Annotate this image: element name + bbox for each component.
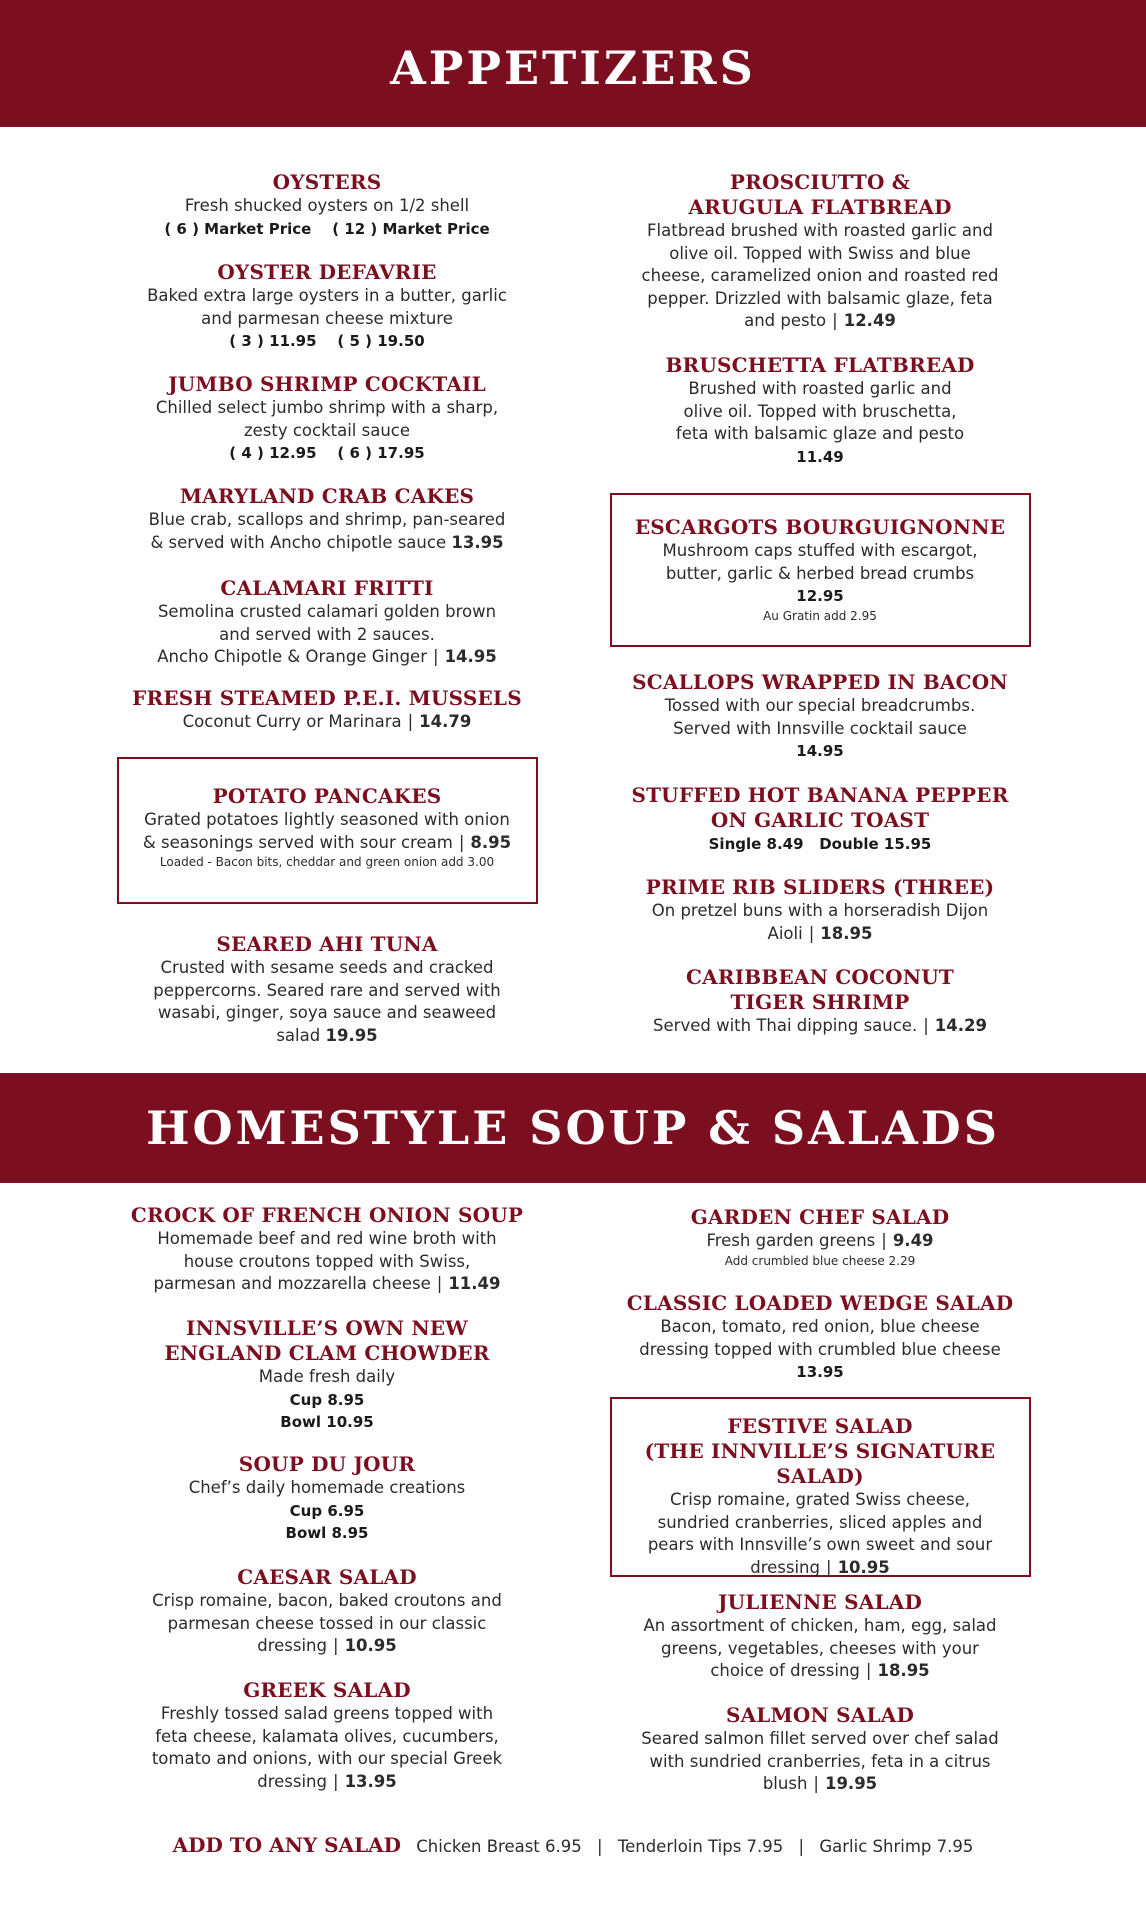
menu-item-title: ON GARLIC TOAST (710, 808, 930, 832)
menu-item-title: SCALLOPS WRAPPED IN BACON (632, 670, 1008, 694)
addon-option: Tenderloin Tips 7.95 (617, 1837, 784, 1856)
menu-item-price: 14.95 (796, 742, 844, 760)
menu-item (610, 353, 1030, 468)
menu-item (117, 1203, 537, 1296)
menu-item-price: 11.49 (448, 1274, 501, 1293)
description-text: wasabi, ginger, soya sauce and seaweed (157, 1003, 497, 1022)
menu-item (117, 576, 537, 669)
menu-item-title: CAESAR SALAD (237, 1565, 417, 1589)
menu-item-description: dressing | 10.95 (750, 1557, 890, 1577)
menu-item-price: 19.95 (325, 1025, 378, 1045)
menu-item-title: GARDEN CHEF SALAD (690, 1205, 950, 1229)
menu-item-price: 18.95 (820, 923, 873, 943)
menu-item-price: ( 6 ) Market Price ( 12 ) Market Price (164, 219, 490, 238)
soup-salads-heading: HOMESTYLE SOUP & SALADS (146, 1101, 1000, 1155)
description-text: blush (762, 1774, 808, 1793)
description-text: sundried cranberries, sliced apples and (657, 1512, 983, 1532)
menu-item (117, 1316, 537, 1434)
description-text: dressing topped with crumbled blue cheese (639, 1339, 1001, 1359)
description-text: zesty cocktail sauce (243, 420, 411, 440)
add-to-salad-label: ADD TO ANY SALAD (172, 1833, 401, 1857)
menu-item-title: GREEK SALAD (243, 1678, 411, 1702)
description-text: Crisp romaine, grated Swiss cheese, (669, 1490, 971, 1509)
description-text: pepper. Drizzled with balsamic glaze, feta (647, 288, 993, 308)
menu-item-title: POTATO PANCAKES (212, 784, 442, 808)
menu-item (610, 670, 1030, 763)
description-text: cheese, caramelized onion and roasted red (641, 266, 999, 285)
menu-item-title: SOUP DU JOUR (238, 1452, 416, 1476)
menu-item (610, 965, 1030, 1038)
menu-item-description (610, 1534, 1030, 1557)
menu-item-price: 10.95 (344, 1636, 397, 1655)
menu-item-price: ( 4 ) 12.95 ( 6 ) 17.95 (229, 444, 425, 462)
description-text: olive oil. Topped with Swiss and blue (669, 243, 971, 263)
description-text: and served with 2 sauces. (219, 624, 435, 644)
menu-item-price: 14.29 (934, 1016, 987, 1035)
menu-item-description: dressing | 13.95 (257, 1771, 397, 1791)
menu-item-description: dressing | 10.95 (257, 1636, 397, 1655)
description-text: Aioli (767, 923, 803, 943)
menu-item (610, 875, 1030, 945)
description-text: dressing (257, 1636, 327, 1655)
description-text: dressing (750, 1557, 820, 1577)
description-text: Bacon, tomato, red onion, blue cheese (660, 1317, 980, 1336)
menu-item-note: Au Gratin add 2.95 (763, 608, 877, 623)
description-text: butter, garlic & herbed bread crumbs (665, 563, 975, 583)
description-text: Seared salmon fillet served over chef salad (641, 1729, 999, 1748)
menu-item-description (610, 1638, 1030, 1661)
menu-item-description (117, 601, 537, 624)
menu-item-description (117, 509, 537, 532)
description-text: greens, vegetables, cheeses with your (661, 1638, 979, 1658)
menu-item-description (610, 1751, 1030, 1774)
description-text: Coconut Curry or Marinara (182, 712, 402, 731)
menu-item (610, 783, 1030, 856)
menu-item-description (117, 195, 537, 218)
description-text: dressing (257, 1771, 327, 1791)
addon-option: Garlic Shrimp 7.95 (819, 1837, 974, 1856)
menu-item-description (610, 1339, 1030, 1362)
description-text: and pesto (744, 311, 827, 330)
menu-item (117, 260, 537, 353)
menu-item-title: OYSTERS (272, 170, 382, 194)
menu-item (117, 1565, 537, 1658)
menu-item-description (610, 265, 1030, 288)
menu-item-description (610, 423, 1030, 446)
description-text: tomato and onions, with our special Greek (151, 1749, 503, 1768)
menu-item-description: Served with Thai dipping sauce. | 14.29 (653, 1016, 987, 1035)
menu-item-description (117, 1366, 537, 1389)
menu-item (117, 372, 537, 465)
menu-item-description (117, 308, 537, 331)
menu-item-description (117, 420, 537, 443)
description-text: salad (276, 1025, 321, 1045)
menu-item (610, 1414, 1030, 1579)
description-text: Ancho Chipotle & Orange Ginger (157, 647, 427, 666)
description-text: Chef’s daily homemade creations (188, 1478, 466, 1497)
menu-item-description (117, 1726, 537, 1749)
menu-item (610, 1205, 1030, 1270)
description-text: Flatbread brushed with roasted garlic and (647, 221, 993, 240)
menu-item (117, 1452, 537, 1545)
menu-item-price: 13.95 (344, 1771, 397, 1791)
description-text: & served with Ancho chipotle sauce (150, 532, 447, 552)
menu-item-price: Bowl 10.95 (280, 1413, 374, 1431)
menu-item-description (117, 1748, 537, 1771)
menu-item-description: choice of dressing | 18.95 (710, 1661, 930, 1680)
menu-item-price: Cup 6.95 (289, 1501, 365, 1520)
menu-item-title: SEARED AHI TUNA (216, 932, 438, 956)
menu-item-price: 13.95 (451, 532, 504, 552)
menu-item-title: ESCARGOTS BOURGUIGNONNE (634, 515, 1006, 539)
appetizers-banner (0, 0, 1146, 127)
menu-item-title: CLASSIC LOADED WEDGE SALAD (626, 1291, 1014, 1315)
menu-item-price: 18.95 (877, 1661, 930, 1680)
menu-item-description (117, 1228, 537, 1251)
menu-item-title: INNSVILLE’S OWN NEW (186, 1316, 468, 1340)
menu-item-price: Cup 8.95 (289, 1390, 365, 1409)
menu-item-title: BRUSCHETTA FLATBREAD (665, 353, 975, 377)
menu-item-title: SALMON SALAD (725, 1703, 915, 1727)
description-text: pears with Innsville’s own sweet and sour (647, 1535, 993, 1554)
menu-item-description: and pesto | 12.49 (744, 311, 896, 330)
menu-item-description (610, 1489, 1030, 1512)
menu-item-description (117, 957, 537, 980)
description-text: olive oil. Topped with bruschetta, (683, 401, 957, 421)
menu-item-title: PRIME RIB SLIDERS (THREE) (645, 875, 995, 899)
description-text: Crusted with sesame seeds and cracked (160, 958, 494, 977)
description-text: On pretzel buns with a horseradish Dijon (651, 901, 989, 920)
description-text: An assortment of chicken, ham, egg, salad (643, 1616, 997, 1635)
menu-item-description (117, 285, 537, 308)
menu-item-description (117, 1251, 537, 1274)
menu-item-description: Ancho Chipotle & Orange Ginger | 14.95 (157, 647, 497, 666)
menu-item-description (610, 540, 1030, 563)
menu-item-description (610, 695, 1030, 718)
menu-item-title: OYSTER DEFAVRIE (217, 260, 437, 284)
menu-item (117, 686, 537, 734)
menu-item-description (610, 220, 1030, 243)
menu-item-description: Coconut Curry or Marinara | 14.79 (182, 712, 472, 731)
menu-item-description (117, 1477, 537, 1500)
menu-item-title: CROCK OF FRENCH ONION SOUP (130, 1203, 524, 1227)
menu-item-note: Add crumbled blue cheese 2.29 (724, 1253, 916, 1268)
menu-item-note: Loaded - Bacon bits, cheddar and green onion add 3.00 (159, 855, 495, 869)
menu-item-price: Bowl 8.95 (285, 1524, 369, 1542)
menu-item-description (610, 900, 1030, 923)
addon-option: Chicken Breast 6.95 (416, 1837, 582, 1856)
menu-item (117, 784, 537, 871)
description-text: Served with Innsville cocktail sauce (673, 718, 967, 738)
menu-item-description (610, 1512, 1030, 1535)
menu-item-price: 8.95 (470, 832, 512, 852)
menu-item-price: 10.95 (837, 1557, 890, 1577)
menu-item-title: JULIENNE SALAD (717, 1590, 923, 1614)
menu-item-title: CALAMARI FRITTI (220, 576, 434, 600)
menu-item-description (117, 1025, 537, 1048)
appetizers-heading: APPETIZERS (390, 40, 756, 95)
menu-item-price: 13.95 (796, 1363, 844, 1381)
menu-item-description (610, 563, 1030, 586)
menu-item (117, 484, 537, 554)
menu-item-title: TIGER SHRIMP (730, 990, 910, 1014)
menu-item-price: 9.49 (892, 1231, 934, 1250)
menu-item-description: Aioli | 18.95 (767, 923, 873, 943)
description-text: Homemade beef and red wine broth with (157, 1229, 497, 1248)
description-text: Fresh shucked oysters on 1/2 shell (184, 196, 470, 215)
menu-item-price: 14.79 (419, 712, 472, 731)
description-text: Mushroom caps stuffed with escargot, (662, 541, 978, 560)
menu-item (117, 932, 537, 1047)
menu-item (610, 170, 1030, 333)
menu-item-description (117, 532, 537, 555)
menu-item-description (117, 624, 537, 647)
menu-item-description (117, 809, 537, 832)
description-text: and parmesan cheese mixture (201, 308, 453, 328)
menu-item-description (610, 1728, 1030, 1751)
menu-item-title: PROSCIUTTO & (729, 170, 911, 194)
description-text: Blue crab, scallops and shrimp, pan-seared (148, 510, 506, 529)
menu-item-description (610, 288, 1030, 311)
description-text: Made fresh daily (258, 1367, 396, 1386)
menu-item-description (117, 980, 537, 1003)
menu-item-price: 19.95 (824, 1774, 878, 1793)
description-text: & seasonings served with sour cream (142, 832, 453, 852)
menu-item-description (610, 378, 1030, 401)
description-text: house croutons topped with Swiss, (183, 1251, 471, 1271)
menu-item-price: Single 8.49 Double 15.95 (708, 835, 932, 853)
soup-salads-banner (0, 1073, 1146, 1183)
description-text: Tossed with our special breadcrumbs. (664, 696, 976, 715)
menu-item-title: FRESH STEAMED P.E.I. MUSSELS (132, 686, 522, 710)
add-to-salad-line: ADD TO ANY SALAD Chicken Breast 6.95 | Tenderloin Tips 7.95 | Garlic Shrimp 7.95 (172, 1833, 974, 1857)
description-text: Grated potatoes lightly seasoned with onion (144, 810, 510, 829)
menu-item-title: FESTIVE SALAD (727, 1414, 913, 1438)
menu-item (117, 1678, 537, 1793)
menu-item-title: JUMBO SHRIMP COCKTAIL (168, 372, 486, 396)
description-text: feta cheese, kalamata olives, cucumbers, (155, 1726, 499, 1746)
menu-item-price: 14.95 (444, 647, 497, 666)
menu-item-description (117, 1703, 537, 1726)
menu-item-title: ENGLAND CLAM CHOWDER (164, 1341, 490, 1365)
description-text: Chilled select jumbo shrimp with a sharp, (155, 398, 499, 417)
description-text: feta with balsamic glaze and pesto (675, 424, 965, 443)
menu-item-description (610, 1615, 1030, 1638)
menu-item (610, 1703, 1030, 1796)
menu-item-description (117, 1613, 537, 1636)
menu-item-price: 11.49 (796, 447, 844, 466)
menu-item (610, 515, 1030, 625)
menu-item-title: MARYLAND CRAB CAKES (179, 484, 475, 508)
menu-item-description (117, 1002, 537, 1025)
description-text: Freshly tossed salad greens topped with (160, 1704, 494, 1723)
menu-item-description (610, 718, 1030, 741)
description-text: Brushed with roasted garlic and (688, 379, 952, 398)
description-text: choice of dressing (710, 1661, 860, 1680)
menu-item-title: CARIBBEAN COCONUT (686, 965, 954, 989)
menu-item-description (117, 397, 537, 420)
menu-item-description: & seasonings served with sour cream | 8.95 (142, 832, 512, 852)
menu-item-price: ( 3 ) 11.95 ( 5 ) 19.50 (229, 332, 425, 350)
menu-item-description (117, 1590, 537, 1613)
description-text: parmesan and mozzarella cheese (153, 1274, 431, 1293)
description-text: parmesan cheese tossed in our classic (167, 1613, 487, 1633)
menu-item-price: 12.49 (843, 311, 896, 330)
description-text: peppercorns. Seared rare and served with (153, 980, 501, 1000)
menu-item-description: parmesan and mozzarella cheese | 11.49 (153, 1274, 501, 1293)
description-text: Fresh garden greens (706, 1231, 876, 1250)
menu-item (117, 170, 537, 240)
menu-item (610, 1590, 1030, 1683)
description-text: Served with Thai dipping sauce. (653, 1016, 918, 1035)
menu-item-description (610, 1316, 1030, 1339)
menu-item-description: blush | 19.95 (762, 1774, 878, 1793)
menu-item-title: ARUGULA FLATBREAD (688, 195, 952, 219)
menu-item-title: (THE INNVILLE’S SIGNATURE SALAD) (644, 1439, 996, 1488)
menu-item-description (610, 401, 1030, 424)
menu-item (610, 1291, 1030, 1384)
description-text: Semolina crusted calamari golden brown (157, 602, 497, 621)
menu-item-description (610, 243, 1030, 266)
description-text: Baked extra large oysters in a butter, garlic (147, 286, 507, 305)
description-text: Crisp romaine, bacon, baked croutons and (152, 1591, 502, 1610)
menu-item-price: 12.95 (796, 587, 844, 605)
menu-item-title: STUFFED HOT BANANA PEPPER (631, 783, 1009, 807)
menu-item-description: Fresh garden greens | 9.49 (706, 1231, 934, 1250)
description-text: with sundried cranberries, feta in a citrus (649, 1751, 991, 1771)
